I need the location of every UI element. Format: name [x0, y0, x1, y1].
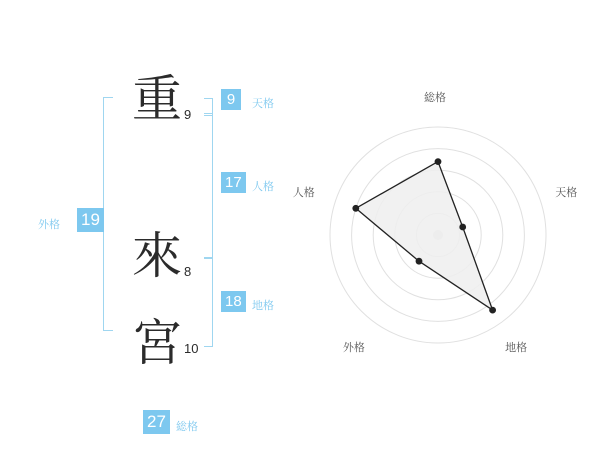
stroke-count-2: 8 — [184, 264, 192, 279]
radar-data-point — [489, 307, 496, 314]
score-badge-tenkaku: 9 — [221, 89, 241, 110]
score-label-chikaku: 地格 — [252, 300, 274, 312]
radar-axis-label-1: 天格 — [555, 187, 578, 200]
radar-data-point — [459, 224, 466, 231]
radar-axis-label-4: 人格 — [292, 187, 315, 200]
radar-axis-label-3: 外格 — [342, 341, 365, 354]
score-label-tenkaku: 天格 — [252, 98, 274, 110]
score-label-soukaku: 総格 — [176, 421, 198, 433]
score-badge-soukaku: 27 — [143, 410, 170, 434]
kanji-char-1: 重 — [132, 71, 182, 127]
score-badge-jinkaku: 17 — [221, 172, 246, 193]
radar-series-polygon — [356, 162, 493, 311]
score-badge-chikaku: 18 — [221, 291, 246, 312]
chikaku-bracket — [204, 257, 213, 347]
jinkaku-bracket — [204, 113, 213, 259]
stroke-count-1: 9 — [184, 107, 192, 122]
score-label-outer: 外格 — [38, 219, 60, 231]
outer-bracket — [103, 97, 113, 331]
kanji-char-2: 來 — [132, 228, 182, 284]
radar-data-point — [352, 205, 359, 212]
score-label-jinkaku: 人格 — [252, 181, 274, 193]
radar-data-point — [435, 158, 442, 165]
radar-chart-svg — [290, 110, 590, 370]
score-badge-outer: 19 — [77, 208, 104, 232]
radar-axis-label-0: 総格 — [424, 92, 446, 104]
radar-data-point — [416, 258, 423, 265]
radar-axis-label-2: 地格 — [505, 341, 528, 354]
kanji-char-3: 宮 — [132, 315, 182, 371]
radar-chart — [290, 92, 590, 370]
stroke-count-3: 10 — [184, 341, 199, 356]
